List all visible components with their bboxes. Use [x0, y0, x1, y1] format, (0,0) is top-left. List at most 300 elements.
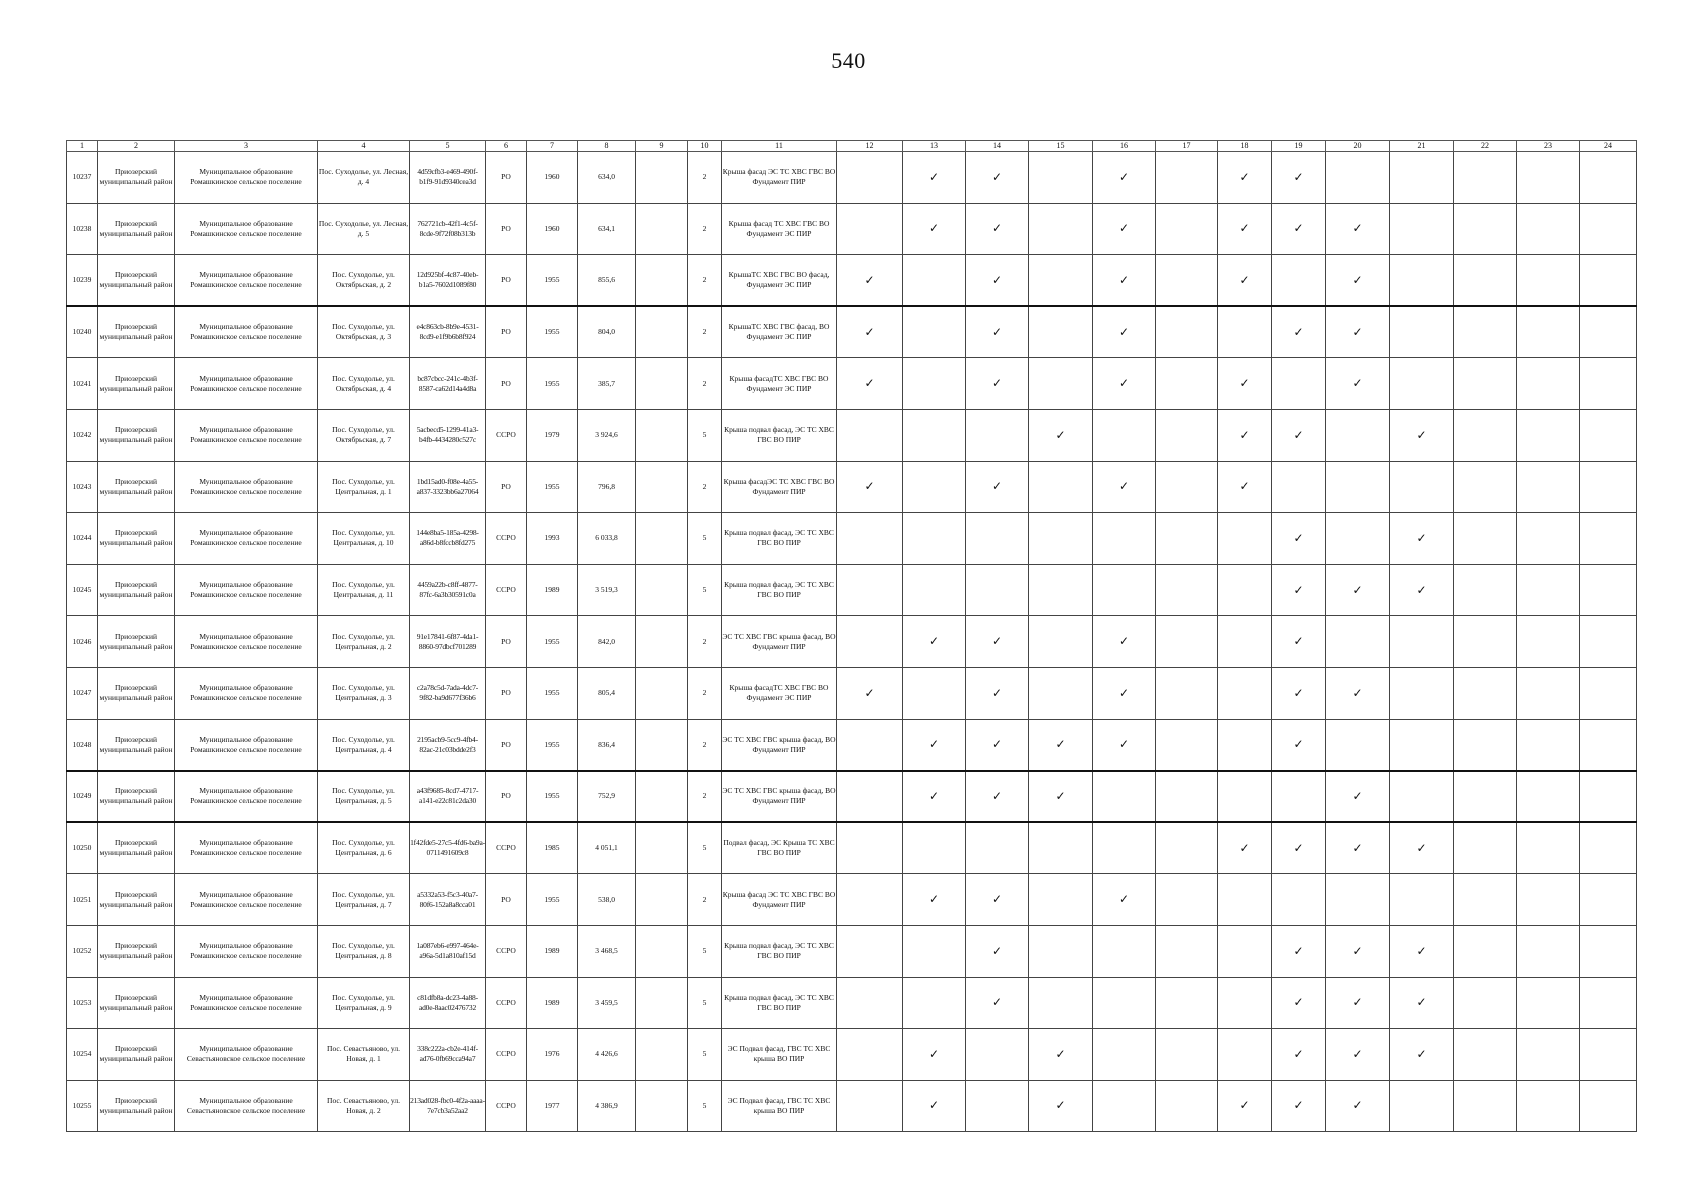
building-type-cell: ССРО: [486, 1029, 527, 1081]
building-type-cell: РО: [486, 719, 527, 771]
column-20-cell: [1326, 203, 1390, 255]
column-header-9: 9: [636, 141, 688, 152]
table-row: [67, 255, 1637, 307]
year-cell: 1960: [527, 203, 578, 255]
column-13-cell: [903, 874, 966, 926]
column-15-cell: [1029, 513, 1093, 565]
municipality-cell: Муниципальное образование Ромашкинское сельское поселение: [175, 616, 318, 668]
address-cell: Пос. Суходолье, ул. Центральная, д. 3: [318, 667, 410, 719]
building-guid-cell: 144e8ba5-185a-4298-a86d-b8fccb8fd275: [410, 513, 486, 565]
column-header-3: 3: [175, 141, 318, 152]
column-12-cell: [837, 667, 903, 719]
column-17-cell: [1156, 874, 1218, 926]
column-21-cell: [1390, 409, 1454, 461]
checkmark-icon: ✓: [991, 892, 1003, 907]
building-type-cell: ССРО: [486, 513, 527, 565]
column-21-cell: [1390, 152, 1454, 204]
column-17-cell: [1156, 616, 1218, 668]
column-21-cell: [1390, 667, 1454, 719]
column-9-cell: [636, 152, 688, 204]
checkmark-icon: ✓: [1293, 1098, 1304, 1113]
area-cell: 836,4: [578, 719, 636, 771]
record-id: 10238: [67, 203, 98, 255]
building-type-cell: РО: [486, 461, 527, 513]
column-18-cell: [1218, 1029, 1272, 1081]
column-15-cell: [1029, 667, 1093, 719]
area-cell: 842,0: [578, 616, 636, 668]
building-type-cell: РО: [486, 771, 527, 823]
table-row: [67, 306, 1637, 358]
column-9-cell: [636, 822, 688, 874]
column-12-cell: [837, 977, 903, 1029]
checkmark-icon: ✓: [928, 221, 940, 236]
checkmark-icon: ✓: [928, 1098, 940, 1113]
column-17-cell: [1156, 771, 1218, 823]
district-cell: Приозерский муниципальный район: [98, 719, 175, 771]
checkmark-icon: ✓: [1293, 685, 1304, 700]
column-header-16: 16: [1093, 141, 1156, 152]
district-cell: Приозерский муниципальный район: [98, 1080, 175, 1132]
column-19-cell: [1272, 461, 1326, 513]
column-9-cell: [636, 667, 688, 719]
column-23-cell: [1517, 564, 1580, 616]
table-row: [67, 513, 1637, 565]
year-cell: 1955: [527, 306, 578, 358]
column-10-cell: 2: [688, 771, 722, 823]
column-21-cell: [1390, 925, 1454, 977]
column-22-cell: [1454, 977, 1517, 1029]
table-row: [67, 1080, 1637, 1132]
checkmark-icon: ✓: [991, 995, 1003, 1010]
column-24-cell: [1580, 409, 1637, 461]
column-15-cell: [1029, 564, 1093, 616]
column-12-cell: [837, 822, 903, 874]
checkmark-icon: ✓: [1055, 1098, 1066, 1113]
year-cell: 1955: [527, 358, 578, 410]
year-cell: 1955: [527, 255, 578, 307]
column-header-23: 23: [1517, 141, 1580, 152]
column-23-cell: [1517, 977, 1580, 1029]
building-guid-cell: e4c863cb-8b9e-4531-8cd9-e1f9b6b8f924: [410, 306, 486, 358]
column-21-cell: [1390, 771, 1454, 823]
column-14-cell: [966, 306, 1029, 358]
column-10-cell: 2: [688, 461, 722, 513]
address-cell: Пос. Суходолье, ул. Центральная, д. 2: [318, 616, 410, 668]
column-19-cell: [1272, 1080, 1326, 1132]
column-13-cell: [903, 564, 966, 616]
column-17-cell: [1156, 513, 1218, 565]
column-22-cell: [1454, 564, 1517, 616]
area-cell: 538,0: [578, 874, 636, 926]
column-22-cell: [1454, 152, 1517, 204]
column-20-cell: [1326, 1029, 1390, 1081]
column-10-cell: 2: [688, 255, 722, 307]
column-23-cell: [1517, 1080, 1580, 1132]
column-17-cell: [1156, 461, 1218, 513]
works-list-cell: Крыша подвал фасад, ЭС ТС ХВС ГВС ВО ПИР: [722, 977, 837, 1029]
column-22-cell: [1454, 203, 1517, 255]
column-9-cell: [636, 1029, 688, 1081]
column-18-cell: [1218, 461, 1272, 513]
column-19-cell: [1272, 358, 1326, 410]
column-12-cell: [837, 358, 903, 410]
checkmark-icon: ✓: [1118, 221, 1130, 236]
checkmark-icon: ✓: [1239, 840, 1250, 855]
column-22-cell: [1454, 874, 1517, 926]
district-cell: Приозерский муниципальный район: [98, 409, 175, 461]
column-13-cell: [903, 616, 966, 668]
building-type-cell: ССРО: [486, 977, 527, 1029]
district-cell: Приозерский муниципальный район: [98, 874, 175, 926]
column-13-cell: [903, 719, 966, 771]
column-10-cell: 5: [688, 977, 722, 1029]
column-15-cell: [1029, 358, 1093, 410]
column-22-cell: [1454, 1029, 1517, 1081]
checkmark-icon: ✓: [1352, 582, 1363, 597]
area-cell: 634,1: [578, 203, 636, 255]
building-type-cell: ССРО: [486, 822, 527, 874]
column-10-cell: 2: [688, 874, 722, 926]
checkmark-icon: ✓: [1352, 943, 1363, 958]
column-24-cell: [1580, 822, 1637, 874]
works-list-cell: КрышаТС ХВС ГВС ВО фасад, Фундамент ЭС ПИР: [722, 255, 837, 307]
column-14-cell: [966, 874, 1029, 926]
year-cell: 1993: [527, 513, 578, 565]
column-14-cell: [966, 152, 1029, 204]
column-13-cell: [903, 306, 966, 358]
record-id: 10252: [67, 925, 98, 977]
column-15-cell: [1029, 1080, 1093, 1132]
municipality-cell: Муниципальное образование Ромашкинское сельское поселение: [175, 306, 318, 358]
column-19-cell: [1272, 977, 1326, 1029]
column-21-cell: [1390, 1029, 1454, 1081]
table-row: [67, 719, 1637, 771]
column-17-cell: [1156, 719, 1218, 771]
record-id: 10254: [67, 1029, 98, 1081]
column-22-cell: [1454, 409, 1517, 461]
checkmark-icon: ✓: [991, 324, 1003, 339]
column-16-cell: [1093, 564, 1156, 616]
checkmark-icon: ✓: [1352, 324, 1363, 339]
checkmark-icon: ✓: [1352, 685, 1363, 700]
column-20-cell: [1326, 358, 1390, 410]
column-18-cell: [1218, 306, 1272, 358]
works-list-cell: Крыша фасад ТС ХВС ГВС ВО Фундамент ЭС ПИР: [722, 203, 837, 255]
column-20-cell: [1326, 925, 1390, 977]
table-row: [67, 409, 1637, 461]
district-cell: Приозерский муниципальный район: [98, 771, 175, 823]
building-guid-cell: 213ad028-fbc0-4f2a-aaaa-7e7cb3a52aa2: [410, 1080, 486, 1132]
year-cell: 1955: [527, 874, 578, 926]
area-cell: 4 426,6: [578, 1029, 636, 1081]
column-12-cell: [837, 771, 903, 823]
column-21-cell: [1390, 306, 1454, 358]
column-9-cell: [636, 616, 688, 668]
column-13-cell: [903, 925, 966, 977]
column-12-cell: [837, 719, 903, 771]
municipality-cell: Муниципальное образование Севастьяновское сельское поселение: [175, 1080, 318, 1132]
column-12-cell: [837, 306, 903, 358]
column-22-cell: [1454, 667, 1517, 719]
column-9-cell: [636, 719, 688, 771]
municipality-cell: Муниципальное образование Ромашкинское сельское поселение: [175, 358, 318, 410]
area-cell: 3 924,6: [578, 409, 636, 461]
year-cell: 1977: [527, 1080, 578, 1132]
column-24-cell: [1580, 255, 1637, 307]
record-id: 10251: [67, 874, 98, 926]
column-19-cell: [1272, 719, 1326, 771]
column-12-cell: [837, 616, 903, 668]
column-20-cell: [1326, 513, 1390, 565]
column-14-cell: [966, 461, 1029, 513]
column-24-cell: [1580, 771, 1637, 823]
column-19-cell: [1272, 255, 1326, 307]
works-list-cell: Крыша фасадЭС ТС ХВС ГВС ВО Фундамент ПИР: [722, 461, 837, 513]
column-22-cell: [1454, 719, 1517, 771]
area-cell: 6 033,8: [578, 513, 636, 565]
column-13-cell: [903, 667, 966, 719]
column-header-15: 15: [1029, 141, 1093, 152]
column-15-cell: [1029, 203, 1093, 255]
year-cell: 1989: [527, 564, 578, 616]
table-row: [67, 1029, 1637, 1081]
column-13-cell: [903, 409, 966, 461]
year-cell: 1985: [527, 822, 578, 874]
building-guid-cell: 762721cb-42f1-4c5f-8cde-9f72f08b313b: [410, 203, 486, 255]
record-id: 10247: [67, 667, 98, 719]
column-17-cell: [1156, 822, 1218, 874]
checkmark-icon: ✓: [1118, 892, 1130, 907]
column-18-cell: [1218, 564, 1272, 616]
year-cell: 1955: [527, 719, 578, 771]
building-type-cell: ССРО: [486, 1080, 527, 1132]
column-14-cell: [966, 1029, 1029, 1081]
column-23-cell: [1517, 616, 1580, 668]
column-24-cell: [1580, 306, 1637, 358]
table-row: [67, 771, 1637, 823]
column-13-cell: [903, 358, 966, 410]
checkmark-icon: ✓: [1293, 995, 1304, 1010]
record-id: 10250: [67, 822, 98, 874]
record-id: 10246: [67, 616, 98, 668]
municipality-cell: Муниципальное образование Ромашкинское сельское поселение: [175, 874, 318, 926]
year-cell: 1955: [527, 461, 578, 513]
column-16-cell: [1093, 203, 1156, 255]
building-guid-cell: 12d925bf-4c87-40eb-b1a5-7602d1089f80: [410, 255, 486, 307]
column-21-cell: [1390, 203, 1454, 255]
column-header-7: 7: [527, 141, 578, 152]
column-20-cell: [1326, 409, 1390, 461]
column-12-cell: [837, 152, 903, 204]
checkmark-icon: ✓: [1416, 582, 1427, 597]
column-22-cell: [1454, 925, 1517, 977]
area-cell: 4 051,1: [578, 822, 636, 874]
column-14-cell: [966, 925, 1029, 977]
record-id: 10240: [67, 306, 98, 358]
column-17-cell: [1156, 306, 1218, 358]
checkmark-icon: ✓: [1293, 943, 1304, 958]
column-18-cell: [1218, 771, 1272, 823]
building-type-cell: РО: [486, 667, 527, 719]
checkmark-icon: ✓: [1293, 221, 1304, 236]
building-guid-cell: 1a087eb6-e997-464e-a96a-5d1a810af15d: [410, 925, 486, 977]
works-list-cell: Подвал фасад, ЭС Крыша ТС ХВС ГВС ВО ПИР: [722, 822, 837, 874]
building-type-cell: РО: [486, 358, 527, 410]
column-20-cell: [1326, 255, 1390, 307]
column-14-cell: [966, 409, 1029, 461]
checkmark-icon: ✓: [1416, 427, 1427, 442]
column-14-cell: [966, 513, 1029, 565]
municipality-cell: Муниципальное образование Ромашкинское сельское поселение: [175, 977, 318, 1029]
table-row: [67, 152, 1637, 204]
column-24-cell: [1580, 513, 1637, 565]
area-cell: 3 519,3: [578, 564, 636, 616]
column-14-cell: [966, 977, 1029, 1029]
column-13-cell: [903, 977, 966, 1029]
table-row: [67, 667, 1637, 719]
column-16-cell: [1093, 771, 1156, 823]
column-20-cell: [1326, 1080, 1390, 1132]
checkmark-icon: ✓: [1293, 427, 1304, 442]
record-id: 10244: [67, 513, 98, 565]
column-24-cell: [1580, 874, 1637, 926]
checkmark-icon: ✓: [1239, 1098, 1250, 1113]
column-16-cell: [1093, 461, 1156, 513]
building-guid-cell: 1f42fde5-27c5-4fd6-ba9a-0711491609c8: [410, 822, 486, 874]
checkmark-icon: ✓: [1352, 1098, 1363, 1113]
area-cell: 3 459,5: [578, 977, 636, 1029]
column-19-cell: [1272, 409, 1326, 461]
column-header-5: 5: [410, 141, 486, 152]
column-20-cell: [1326, 306, 1390, 358]
year-cell: 1955: [527, 771, 578, 823]
table-row: [67, 358, 1637, 410]
column-19-cell: [1272, 874, 1326, 926]
column-20-cell: [1326, 874, 1390, 926]
column-19-cell: [1272, 616, 1326, 668]
district-cell: Приозерский муниципальный район: [98, 564, 175, 616]
building-guid-cell: 91e17841-6f87-4da1-8860-97dbcf701289: [410, 616, 486, 668]
column-23-cell: [1517, 306, 1580, 358]
municipality-cell: Муниципальное образование Ромашкинское сельское поселение: [175, 925, 318, 977]
column-21-cell: [1390, 564, 1454, 616]
column-15-cell: [1029, 306, 1093, 358]
column-24-cell: [1580, 152, 1637, 204]
column-17-cell: [1156, 564, 1218, 616]
column-24-cell: [1580, 616, 1637, 668]
column-16-cell: [1093, 977, 1156, 1029]
column-18-cell: [1218, 616, 1272, 668]
works-list-cell: Крыша подвал фасад, ЭС ТС ХВС ГВС ВО ПИР: [722, 925, 837, 977]
column-9-cell: [636, 925, 688, 977]
municipality-cell: Муниципальное образование Ромашкинское сельское поселение: [175, 255, 318, 307]
table-row: [67, 977, 1637, 1029]
column-header-13: 13: [903, 141, 966, 152]
column-14-cell: [966, 719, 1029, 771]
column-header-20: 20: [1326, 141, 1390, 152]
column-18-cell: [1218, 203, 1272, 255]
address-cell: Пос. Суходолье, ул. Центральная, д. 9: [318, 977, 410, 1029]
table-row: [67, 822, 1637, 874]
column-15-cell: [1029, 255, 1093, 307]
record-id: 10255: [67, 1080, 98, 1132]
column-23-cell: [1517, 771, 1580, 823]
column-22-cell: [1454, 771, 1517, 823]
column-17-cell: [1156, 255, 1218, 307]
municipality-cell: Муниципальное образование Ромашкинское сельское поселение: [175, 409, 318, 461]
column-20-cell: [1326, 822, 1390, 874]
checkmark-icon: ✓: [1239, 169, 1250, 184]
district-cell: Приозерский муниципальный район: [98, 925, 175, 977]
column-header-6: 6: [486, 141, 527, 152]
column-23-cell: [1517, 719, 1580, 771]
column-13-cell: [903, 513, 966, 565]
checkmark-icon: ✓: [1352, 840, 1363, 855]
column-23-cell: [1517, 409, 1580, 461]
column-9-cell: [636, 358, 688, 410]
works-list-cell: ЭС ТС ХВС ГВС крыша фасад, ВО Фундамент ПИР: [722, 771, 837, 823]
area-cell: 752,9: [578, 771, 636, 823]
column-header-10: 10: [688, 141, 722, 152]
column-header-18: 18: [1218, 141, 1272, 152]
column-21-cell: [1390, 358, 1454, 410]
district-cell: Приозерский муниципальный район: [98, 977, 175, 1029]
column-header-22: 22: [1454, 141, 1517, 152]
column-15-cell: [1029, 771, 1093, 823]
table-body: [67, 152, 1637, 1132]
checkmark-icon: ✓: [1055, 427, 1066, 442]
column-16-cell: [1093, 822, 1156, 874]
building-type-cell: ССРО: [486, 925, 527, 977]
column-header-11: 11: [722, 141, 837, 152]
column-21-cell: [1390, 513, 1454, 565]
checkmark-icon: ✓: [864, 376, 875, 391]
checkmark-icon: ✓: [991, 169, 1003, 184]
column-13-cell: [903, 461, 966, 513]
column-22-cell: [1454, 255, 1517, 307]
column-23-cell: [1517, 461, 1580, 513]
column-15-cell: [1029, 152, 1093, 204]
record-id: 10249: [67, 771, 98, 823]
district-cell: Приозерский муниципальный район: [98, 358, 175, 410]
column-13-cell: [903, 152, 966, 204]
column-number-header: [67, 141, 1637, 152]
column-21-cell: [1390, 1080, 1454, 1132]
address-cell: Пос. Суходолье, ул. Центральная, д. 8: [318, 925, 410, 977]
checkmark-icon: ✓: [1118, 685, 1130, 700]
column-23-cell: [1517, 822, 1580, 874]
checkmark-icon: ✓: [928, 169, 940, 184]
column-17-cell: [1156, 977, 1218, 1029]
area-cell: 385,7: [578, 358, 636, 410]
year-cell: 1955: [527, 616, 578, 668]
checkmark-icon: ✓: [991, 479, 1003, 494]
column-15-cell: [1029, 977, 1093, 1029]
column-9-cell: [636, 461, 688, 513]
address-cell: Пос. Суходолье, ул. Октябрьская, д. 2: [318, 255, 410, 307]
record-id: 10242: [67, 409, 98, 461]
column-10-cell: 5: [688, 564, 722, 616]
table-row: [67, 564, 1637, 616]
address-cell: Пос. Суходолье, ул. Центральная, д. 6: [318, 822, 410, 874]
building-guid-cell: a43f9685-8cd7-4717-a141-e22c81c2da30: [410, 771, 486, 823]
column-23-cell: [1517, 203, 1580, 255]
column-16-cell: [1093, 358, 1156, 410]
checkmark-icon: ✓: [1055, 737, 1066, 752]
checkmark-icon: ✓: [1416, 1046, 1427, 1061]
column-22-cell: [1454, 461, 1517, 513]
checkmark-icon: ✓: [1293, 840, 1304, 855]
